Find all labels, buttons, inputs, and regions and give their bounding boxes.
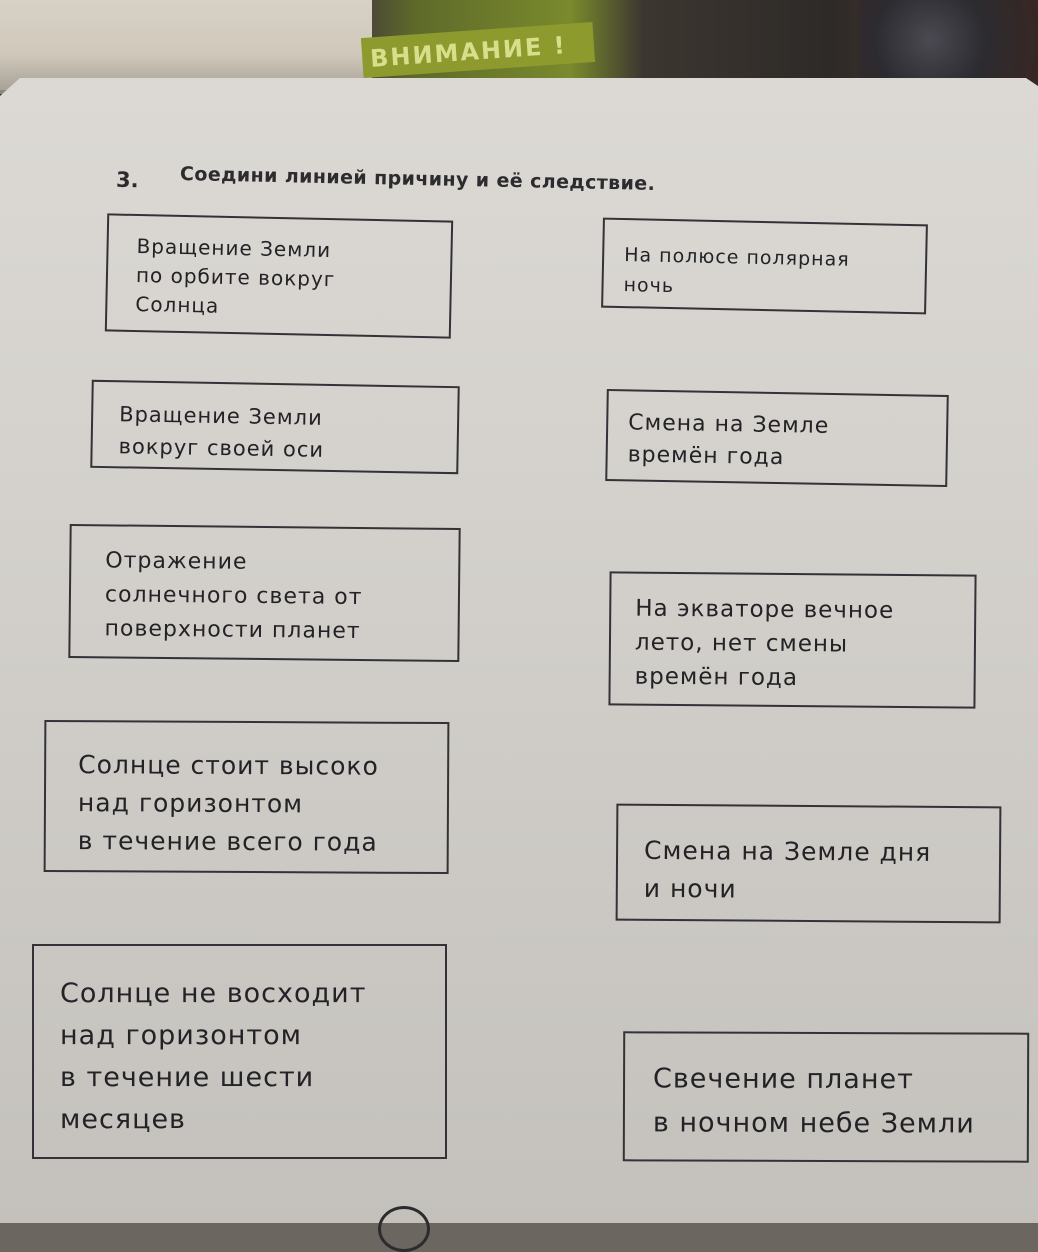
effect-box-3[interactable]: [608, 571, 976, 708]
cause-text-2: Вращение Земли вокруг своей оси: [92, 382, 457, 468]
cause-text-5: Солнце не восходит над горизонтом в течение шести месяцев: [34, 946, 445, 1141]
effect-text-3: На экваторе вечное лето, нет смены времён года: [611, 573, 975, 696]
effect-text-1: На полюсе полярная ночь: [603, 220, 926, 307]
effect-text-2: Смена на Земле времён года: [607, 391, 946, 477]
cause-text-3: Отражение солнечного света от поверхности планет: [70, 526, 458, 650]
task-number: 3.: [116, 168, 139, 192]
effect-text-5: Свечение планет в ночном небе Земли: [625, 1033, 1027, 1146]
effect-box-4[interactable]: [616, 804, 1002, 924]
effect-text-4: Смена на Земле дня и ночи: [618, 806, 1000, 911]
cause-box-5[interactable]: [32, 944, 447, 1159]
cause-text-1: Вращение Земли по орбите вокруг Солнца: [107, 215, 451, 325]
cause-box-2[interactable]: [90, 380, 459, 474]
cause-box-4[interactable]: [44, 720, 450, 874]
effect-box-1[interactable]: [601, 218, 928, 315]
task-instruction: Соедини линией причину и её следствие.: [180, 163, 656, 195]
effect-box-2[interactable]: [605, 389, 949, 487]
cause-text-4: Солнце стоит высоко над горизонтом в течение всего года: [46, 722, 448, 862]
cause-box-3[interactable]: [68, 524, 460, 662]
attention-sign-text: ВНИМАНИЕ !: [369, 31, 567, 73]
effect-box-5[interactable]: [623, 1031, 1029, 1162]
bottom-circle-mark: [378, 1206, 430, 1252]
cause-box-1[interactable]: [105, 213, 453, 338]
